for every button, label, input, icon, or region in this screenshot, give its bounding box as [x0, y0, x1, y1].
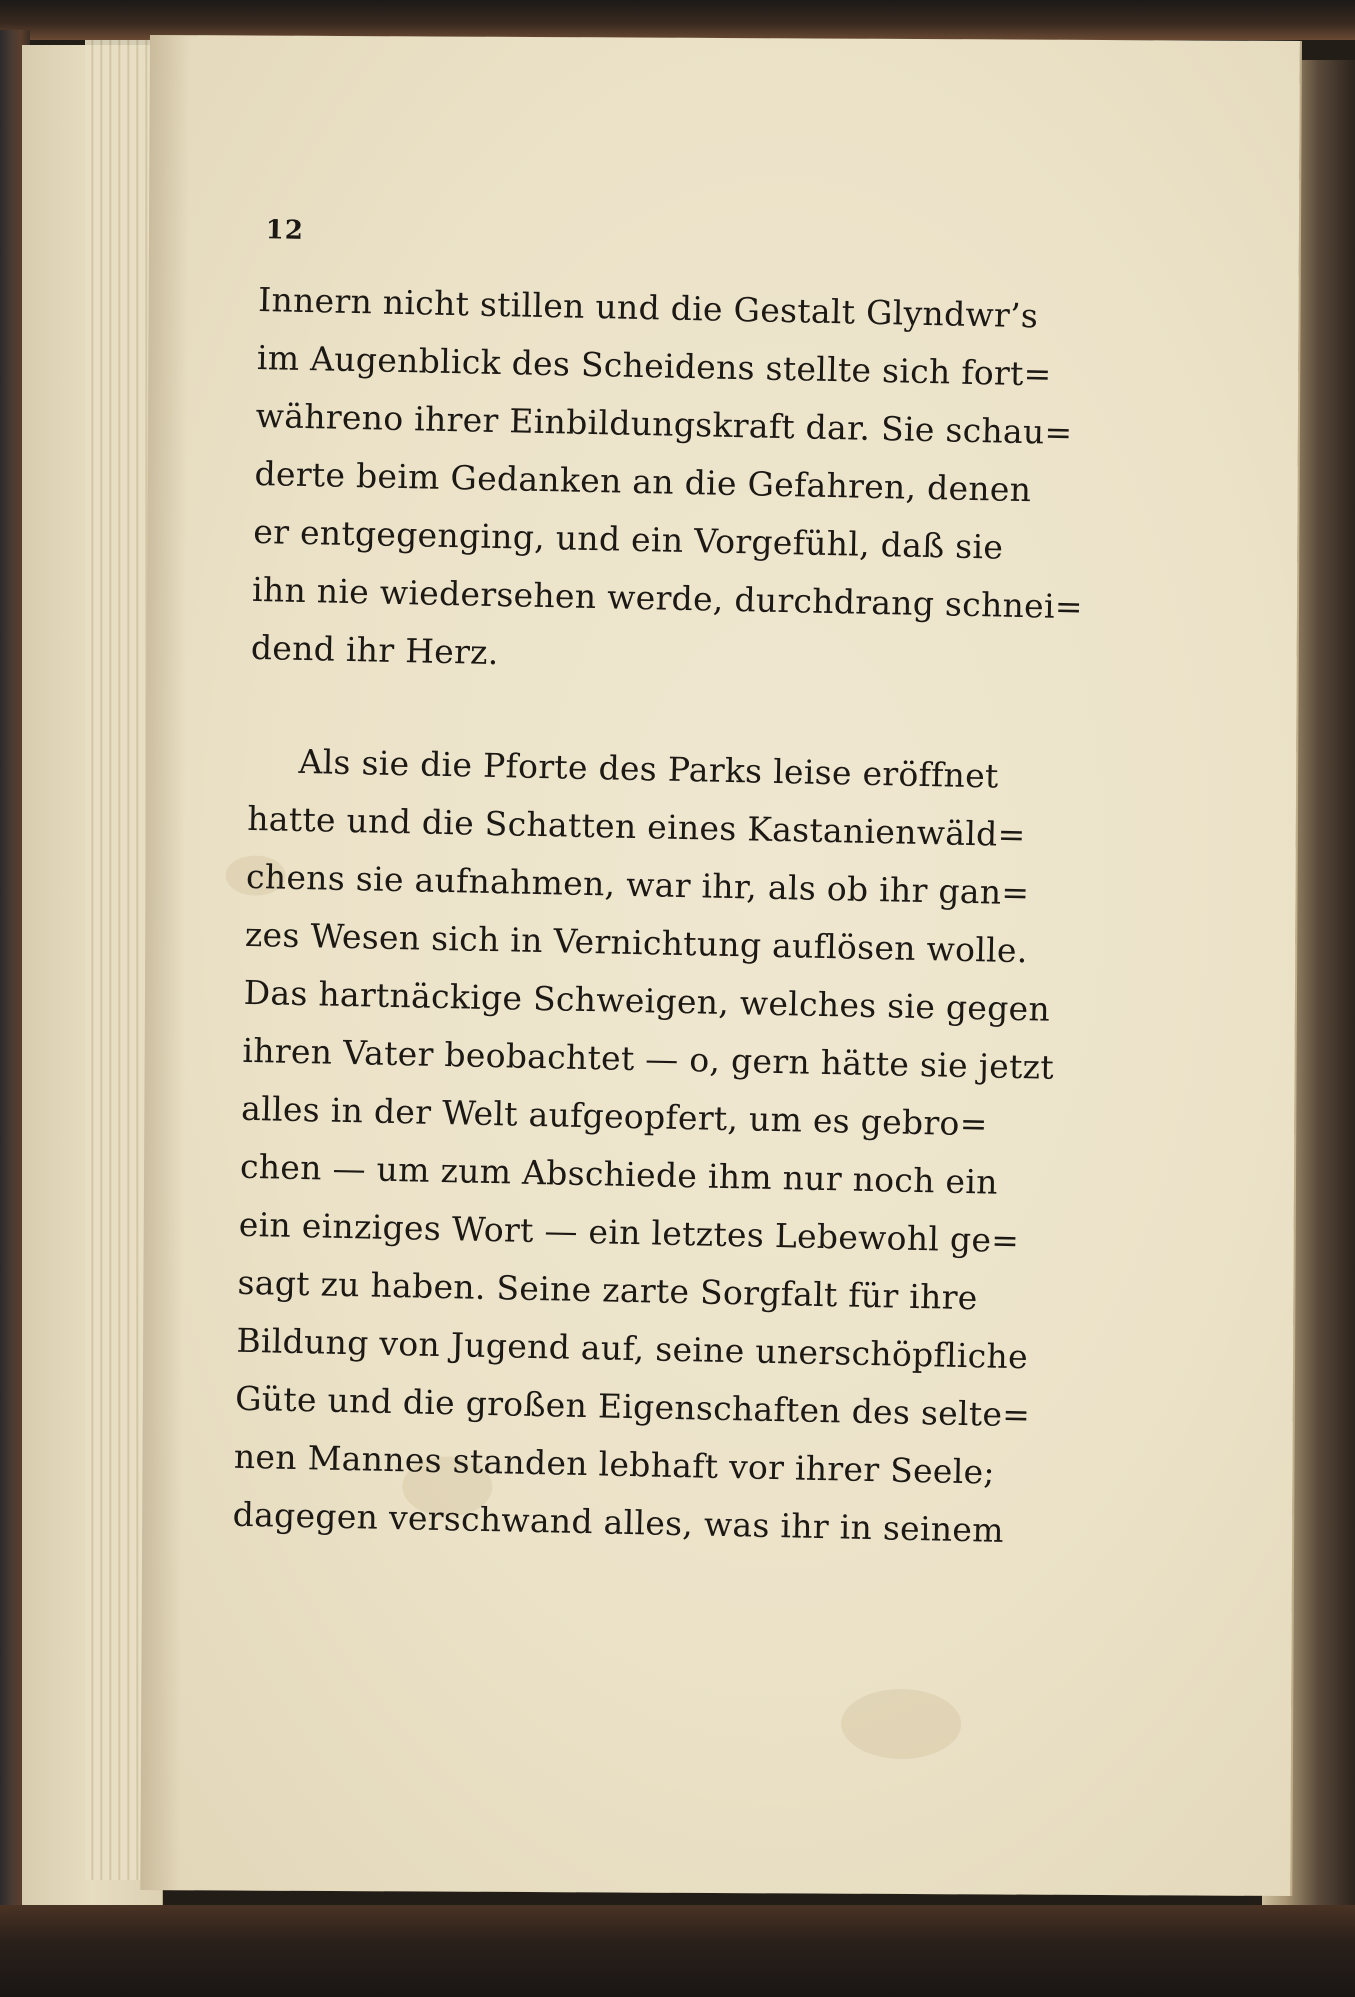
text-line: Güte und die großen Eigenschaften des selte=: [234, 1378, 1031, 1435]
paragraph-1: [250, 271, 1084, 692]
book-binding-bottom: [0, 1905, 1355, 1997]
text-line: ihren Vater beobachtet — o, gern hätte sie jetzt: [242, 1030, 1055, 1087]
paper-stain: [841, 1689, 961, 1760]
text-line: er entgegenging, und ein Vorgefühl, daß sie: [252, 511, 1004, 567]
text-line: hatte und die Schatten eines Kastanienwäld=: [246, 798, 1026, 855]
text-line: nen Mannes standen lebhaft vor ihrer Seele;: [233, 1436, 996, 1492]
text-line: Als sie die Pforte des Parks leise eröffnet: [298, 741, 999, 796]
page-gutter-shadow: [140, 35, 190, 1890]
text-line: ein einziges Wort — ein letztes Lebewohl ge=: [238, 1204, 1020, 1261]
paragraph-2: [232, 732, 1055, 1559]
text-line: chens sie aufnahmen, war ihr, als ob ihr gan=: [245, 856, 1030, 913]
text-line: dagegen verschwand alles, was ihr in seinem: [232, 1494, 1005, 1550]
text-line: derte beim Gedanken an die Gefahren, denen: [254, 453, 1032, 510]
text-line: zes Wesen sich in Vernichtung auflösen wolle.: [244, 914, 1029, 971]
text-line: währeno ihrer Einbildungskraft dar. Sie schau=: [255, 395, 1073, 453]
page-number: 12: [265, 215, 305, 246]
text-line: Innern nicht stillen und die Gestalt Glyndwr’s: [257, 279, 1039, 336]
page-text: [232, 215, 1084, 1559]
text-line: dend ihr Herz.: [250, 627, 500, 673]
text-line: sagt zu haben. Seine zarte Sorgfalt für ihre: [237, 1262, 979, 1318]
text-line: Bildung von Jugend auf, seine unerschöpfliche: [236, 1320, 1029, 1377]
text-line: alles in der Welt aufgeopfert, um es gebro=: [240, 1088, 989, 1144]
book-binding-top: [0, 0, 1355, 40]
text-line: chen — um zum Abschiede ihm nur noch ein: [239, 1146, 999, 1202]
text-line: Das hartnäckige Schweigen, welches sie gegen: [243, 972, 1051, 1029]
text-line: ihn nie wiedersehen werde, durchdrang schnei=: [251, 569, 1084, 627]
text-line: im Augenblick des Scheidens stellte sich fort=: [256, 337, 1053, 394]
